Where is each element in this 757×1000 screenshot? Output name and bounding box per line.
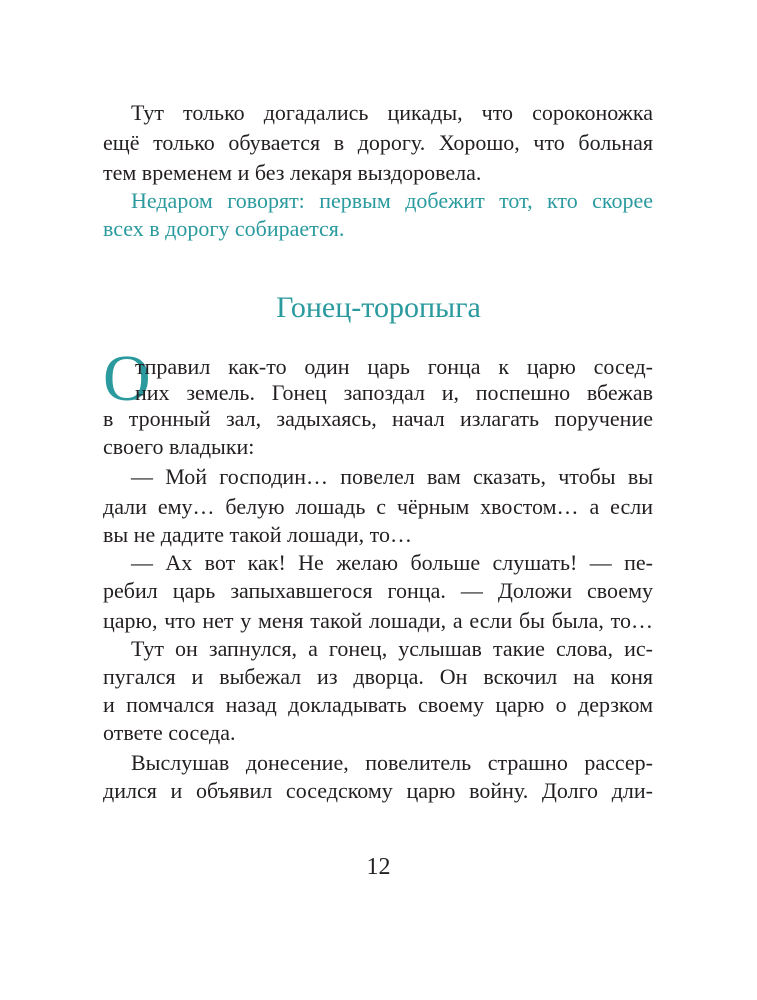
chapter-title: Гонец-торопыга [276,291,481,324]
moral-line: Недаром говорят: первым добежит тот, кто скорее [131,188,653,213]
text-line: дился и объявил соседскому царю войну. Долго дли- [103,778,653,803]
text-line: дали ему… белую лошадь с чёрным хвостом… а если [103,494,653,519]
text-line: Выслушав донесение, повелитель страшно рассер- [131,750,653,775]
text-line: своего владыки: [103,434,255,459]
text-line: — Ах вот как! Не желаю больше слушать! — пе- [131,550,653,575]
text-line: них земель. Гонец запоздал и, поспешно вбежав [135,380,653,405]
moral-line: всех в дорогу собирается. [103,216,345,241]
text-line: ещё только обувается в дорогу. Хорошо, что больная [103,130,653,155]
text-line: Тут он запнулся, а гонец, услышав такие слова, ис- [131,636,653,661]
page-number: 12 [366,854,391,880]
text-line: — Мой господин… повелел вам сказать, чтобы вы [131,464,653,489]
text-line: царю, что нет у меня такой лошади, а если бы была, то… [103,608,653,633]
text-line: пугался и выбежал из дворца. Он вскочил на коня [103,664,653,689]
text-line: Тут только догадались цикады, что сороконожка [131,100,653,125]
text-line: и помчался назад докладывать своему царю о дерзком [103,692,653,717]
text-line: ребил царь запыхавшегося гонца. — Доложи своему [103,578,653,603]
text-line: ответе соседа. [103,720,236,745]
drop-cap: О [103,342,151,415]
text-line: тем временем и без лекаря выздоровела. [103,160,482,185]
text-line: в тронный зал, задыхаясь, начал излагать поручение [103,406,653,431]
text-line: вы не дадите такой лошади, то… [103,522,412,547]
text-line: тправил как-то один царь гонца к царю сосед- [135,354,653,379]
